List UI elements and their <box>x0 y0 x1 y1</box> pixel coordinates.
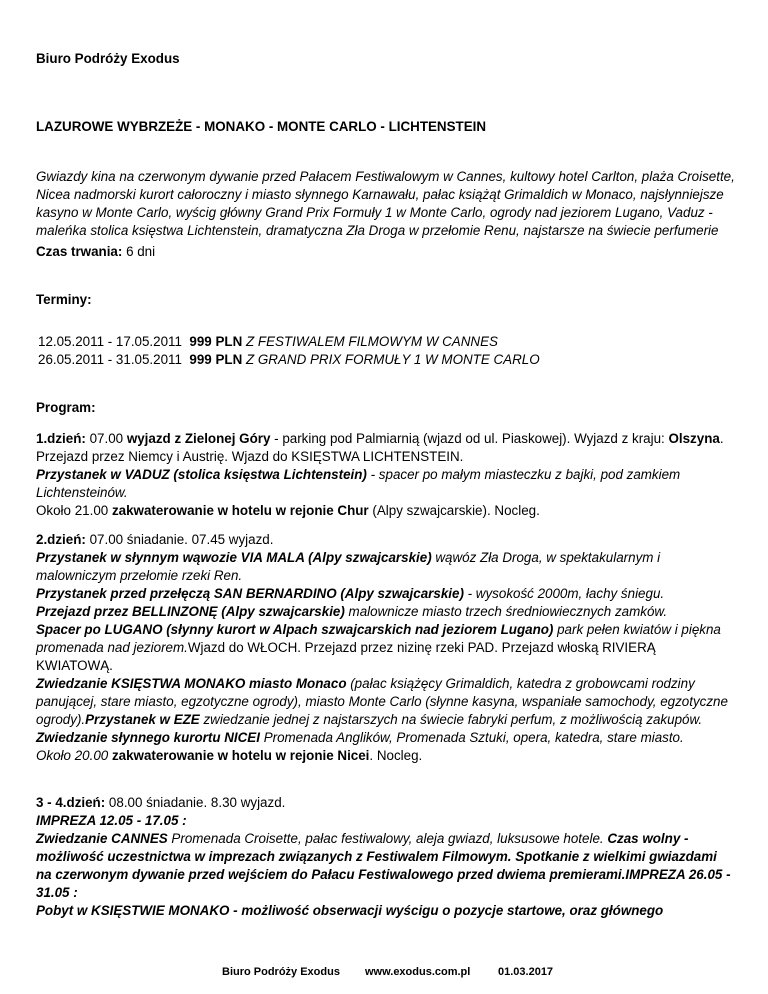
text-run: malownicze miasto trzech średniowiecznych zamków. <box>344 604 668 619</box>
text-run: Wjazd do WŁOCH. Przejazd przez nizinę rzeki PAD. Przejazd włoską RIVIERĄ KWIATOWĄ. <box>36 640 656 673</box>
text-run: Około 21.00 <box>36 503 112 518</box>
footer-company: Biuro Podróży Exodus <box>222 966 340 978</box>
program-label: Program: <box>36 400 96 415</box>
terms-list <box>38 333 540 369</box>
text-run: Zwiedzanie CANNES <box>36 831 168 846</box>
term-description: Z GRAND PRIX FORMUŁY 1 W MONTE CARLO <box>245 352 540 367</box>
text-run: Pobyt w KSIĘSTWIE MONAKO - możliwość obserwacji wyścigu o pozycje startowe, oraz głównego <box>36 903 664 918</box>
duration <box>36 243 155 261</box>
duration-value: 6 dni <box>126 244 156 259</box>
text-run: Około 20.00 <box>36 748 112 763</box>
text-run: Przystanek w słynnym wąwozie VIA MALA (Alpy szwajcarskie) <box>36 550 432 565</box>
text-run: Promenada Anglików, Promenada Sztuki, opera, katedra, stare miasto. <box>259 730 684 745</box>
program-day-1 <box>36 430 736 520</box>
duration-label: Czas trwania: <box>36 244 123 259</box>
text-run: Przejazd przez BELLINZONĘ (Alpy szwajcarskie) <box>36 604 345 619</box>
text-run: Olszyna <box>668 431 720 446</box>
intro-paragraph: Gwiazdy kina na czerwonym dywanie przed Pałacem Festiwalowym w Cannes, kultowy hotel Carlton, plaża Croisette, Nicea nadmorski kurort całoroczny i miasto słynnego Karnawału, pałac książąt Grimaldich w Monaco, najsłynniejsze kasyno w Monte Carlo, wyścig główny Grand Prix Formuły 1 w Monte Carlo, ogrody nad jeziorem Lugano, Vaduz - maleńka stolica księstwa Lichtenstein, dramatyczna Zła Droga w przełomie Renu, najstarsze na świecie perfumerie <box>36 169 735 238</box>
text-run: 07.00 śniadanie. 07.45 wyjazd. <box>85 532 274 547</box>
program-day-3-4 <box>36 794 736 920</box>
text-run: Spacer po LUGANO (słynny kurort w Alpach szwajcarskich nad jeziorem Lugano) <box>36 622 554 637</box>
text-run: (pałac książęcy Grimaldich, katedra z grobowcami rodziny panującej, stare miasto, egzotyczne ogrody), miasto Monte Carlo (słynne kasyna, wspaniałe samochody, egzotyczne ogrody). <box>36 676 728 727</box>
program-day-2 <box>36 531 736 765</box>
text-run: 07.00 <box>85 431 127 446</box>
company-header: Biuro Podróży Exodus <box>36 51 180 66</box>
text-run: Zwiedzanie słynnego kurortu NICEI <box>36 730 260 745</box>
text-run: IMPREZA 12.05 - 17.05 : <box>36 813 187 828</box>
text-run: . Nocleg. <box>369 748 423 763</box>
term-description: Z FESTIWALEM FILMOWYM W CANNES <box>245 334 498 349</box>
text-run: park pełen kwiatów i piękna promenada nad jeziorem. <box>36 622 721 655</box>
text-run: Przystanek w VADUZ (stolica księstwa Lichtenstein) <box>36 467 367 482</box>
text-run: . Przejazd przez Niemcy i Austrię. Wjazd do KSIĘSTWA LICHTENSTEIN. <box>36 431 724 464</box>
footer-date: 01.03.2017 <box>498 966 554 978</box>
text-run: Przystanek przed przełęczą SAN BERNARDINO (Alpy szwajcarskie) <box>36 586 464 601</box>
text-run: - parking pod Palmiarnią (wjazd od ul. Piaskowej). Wyjazd z kraju: <box>270 431 669 446</box>
terms-label: Terminy: <box>36 292 92 307</box>
text-run: - spacer po małym miasteczku z bajki, pod zamkiem Lichtensteinów. <box>36 467 681 500</box>
text-run: zakwaterowanie w hotelu w rejonie Nicei <box>111 748 370 763</box>
text-run: Przystanek w EZE <box>85 712 200 727</box>
term-price: 999 PLN <box>189 352 243 367</box>
text-run: Zwiedzanie KSIĘSTWA MONAKO miasto Monaco <box>36 676 347 691</box>
text-run: wąwóz Zła Droga, w spektakularnym i malowniczym przełomie rzeki Ren. <box>36 550 661 583</box>
day-label: 3 - 4.dzień: <box>36 795 106 810</box>
text-run: (Alpy szwajcarskie). Nocleg. <box>368 503 540 518</box>
term-row <box>38 333 540 351</box>
term-row <box>38 351 540 369</box>
text-run: 08.00 śniadanie. 8.30 wyjazd. <box>105 795 286 810</box>
term-dates: 12.05.2011 - 17.05.2011 <box>38 334 182 349</box>
text-run: wyjazd z Zielonej Góry <box>126 431 271 446</box>
text-run: zakwaterowanie w hotelu w rejonie Chur <box>111 503 369 518</box>
term-dates: 26.05.2011 - 31.05.2011 <box>38 352 182 367</box>
text-run: Promenada Croisette, pałac festiwalowy, aleja gwiazd, luksusowe hotele. <box>167 831 608 846</box>
day-label: 2.dzień: <box>36 532 86 547</box>
text-run: zwiedzanie jednej z najstarszych na świecie fabryki perfum, z możliwością zakupów. <box>199 712 703 727</box>
day-label: 1.dzień: <box>36 431 86 446</box>
text-run: Czas wolny - możliwość uczestnictwa w imprezach związanych z Festiwalem Filmowym. Spotkanie z wielkimi gwiazdami na czerwonym dywanie przed wejściem do Pałacu Festiwalowego przed dwiema premierami.IMPREZA 26.05 - 31.05 : <box>36 831 731 900</box>
term-price: 999 PLN <box>189 334 243 349</box>
page-title: LAZUROWE WYBRZEŻE - MONAKO - MONTE CARLO - LICHTENSTEIN <box>36 119 487 134</box>
text-run: - wysokość 2000m, łachy śniegu. <box>463 586 665 601</box>
footer-url[interactable]: www.exodus.com.pl <box>365 966 471 978</box>
